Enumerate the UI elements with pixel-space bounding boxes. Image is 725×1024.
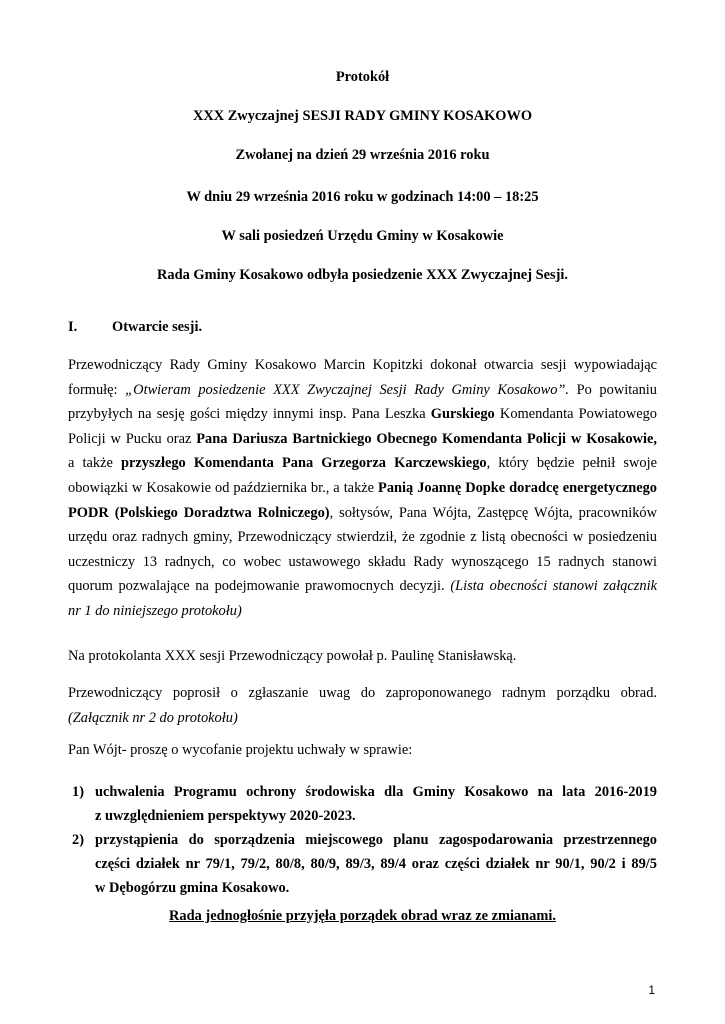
- session-statement: Rada Gminy Kosakowo odbyła posiedzenie XXX Zwyczajnej Sesji.: [157, 267, 568, 283]
- paragraph-line: obowiązki w Kosakowie od października br., a także Panią Joannę Dopke doradcę energetycznego: [68, 479, 658, 496]
- paragraph-line: quorum pozwalające na podejmowanie prawomocnych decyzji. (Lista obecności stanowi załącznik: [68, 578, 657, 595]
- section-heading: [68, 318, 202, 336]
- paragraph-line: a także przyszłego Komendanta Pana Grzegorza Karczewskiego, który będzie pełnił swoje: [68, 455, 657, 472]
- paragraph-line: przybyłych na sesję gości między innymi insp. Pana Leszka Gurskiego Komendanta Powiatowego: [68, 406, 657, 423]
- paragraph-line: Przewodniczący poprosił o zgłaszanie uwag do zaproponowanego radnym porządku obrad.: [68, 685, 657, 701]
- paragraph-line: formułę: „Otwieram posiedzenie XXX Zwyczajnej Sesji Rady Gminy Kosakowo”. Po powitaniu: [68, 381, 657, 398]
- list-item: 1) uchwalenia Programu ochrony środowiska dla Gminy Kosakowo na lata 2016-2019 z uwzględnieniem perspektywy 2020-2023.: [68, 780, 657, 828]
- paragraph-line: PODR (Polskiego Doradztwa Rolniczego), sołtysów, Pana Wójta, Zastępcę Wójta, pracowników: [68, 504, 657, 521]
- paragraph-line: nr 1 do niniejszego protokołu): [68, 602, 242, 619]
- section-number: I.: [68, 319, 78, 335]
- session-place: W sali posiedzeń Urzędu Gminy w Kosakowie: [221, 228, 504, 244]
- paragraph-line: Policji w Pucku oraz Pana Dariusza Bartnickiego Obecnego Komendanta Policji w Kosakowie,: [68, 430, 657, 447]
- agenda-paragraph: [68, 681, 657, 730]
- list-item: 2) przystąpienia do sporządzenia miejscowego planu zagospodarowania przestrzennego części działek nr 79/1, 79/2, 80/8, 80/9, 89/3, 89/4 oraz części działek nr 90/1, 90/2 i 89/5 w Dębogórzu gmina Kosakowo.: [68, 828, 657, 900]
- withdrawal-paragraph: Pan Wójt- proszę o wycofanie projektu uchwały w sprawie:: [68, 742, 413, 758]
- convened-date: Zwołanej na dzień 29 września 2016 roku: [235, 147, 490, 163]
- session-title: XXX Zwyczajnej SESJI RADY GMINY KOSAKOWO: [192, 108, 533, 124]
- paragraph-line: Przewodniczący Rady Gminy Kosakowo Marcin Kopitzki dokonał otwarcia sesji wypowiadając: [68, 357, 657, 373]
- page-number: 1: [648, 983, 655, 997]
- section-title: Otwarcie sesji.: [112, 319, 203, 335]
- paragraph-line: urzędu oraz radnych gminy, Przewodniczący stwierdził, że zgodnie z listą obecności w posiedzeniu: [68, 529, 657, 546]
- resolution-list: [68, 780, 657, 900]
- paragraph-line: (Załącznik nr 2 do protokołu): [68, 709, 238, 726]
- document-title: Protokół: [335, 69, 390, 85]
- opening-paragraph: [68, 353, 657, 624]
- quote: „Otwieram posiedzenie XXX Zwyczajnej Sesji Rady Gminy Kosakowo”.: [125, 381, 569, 398]
- list-number: 2): [72, 832, 84, 848]
- session-datetime: W dniu 29 września 2016 roku w godzinach 14:00 – 18:25: [186, 189, 539, 205]
- list-number: 1): [72, 784, 84, 800]
- paragraph-line: uczestniczy 13 radnych, co wobec ustawowego składu Rady wynoszącego 15 radnych stanowi: [68, 553, 657, 570]
- recorder-paragraph: Na protokolanta XXX sesji Przewodniczący powołał p. Paulinę Stanisławską.: [68, 648, 517, 664]
- closing-statement: Rada jednogłośnie przyjęła porządek obrad wraz ze zmianami.: [169, 908, 556, 924]
